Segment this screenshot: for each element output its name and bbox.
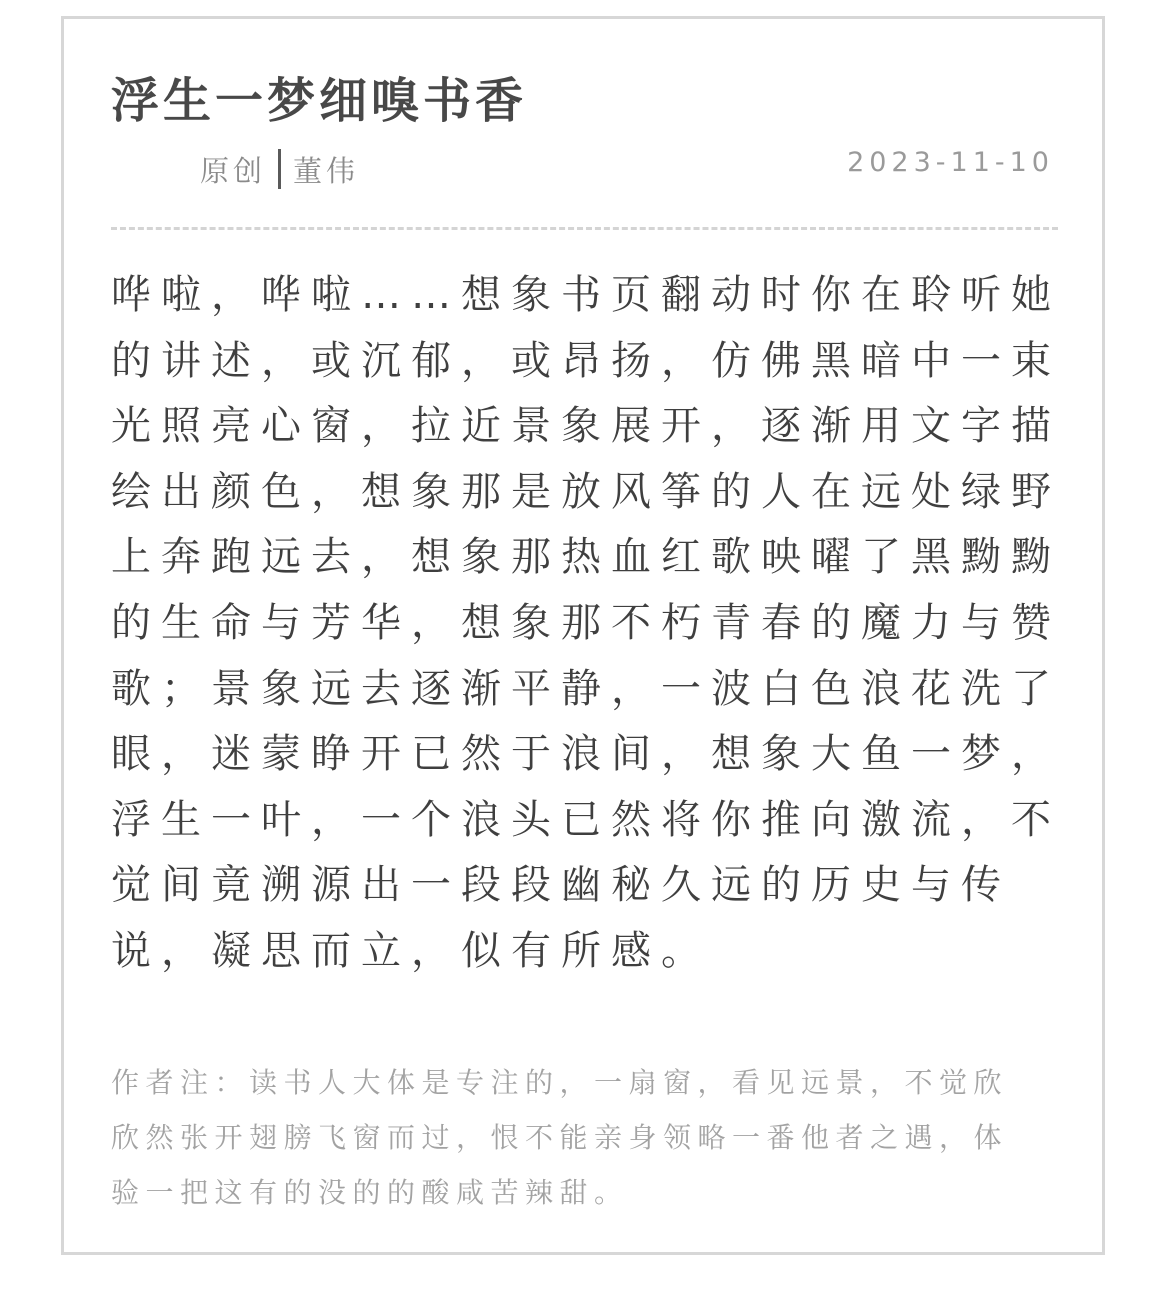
dashed-divider [111,227,1058,230]
body-line: 光照亮心窗，拉近景象展开，逐渐用文字描 [111,403,1061,450]
meta-divider [278,149,281,189]
publish-date: 2023-11-10 [847,147,1054,178]
article-card [61,16,1105,1255]
body-line: 歌；景象远去逐渐平静，一波白色浪花洗了 [111,665,1061,712]
body-line: 觉间竟溯源出一段段幽秘久远的历史与传 [111,862,1011,909]
body-line: 绘出颜色，想象那是放风筝的人在远处绿野 [111,468,1061,515]
body-line: 眼，迷蒙睁开已然于浪间，想象大鱼一梦， [111,731,1061,778]
body-line: 的讲述，或沉郁，或昂扬，仿佛黑暗中一束 [111,337,1061,384]
body-line: 说，凝思而立，似有所感。 [111,927,711,974]
author-note [111,1055,1061,1220]
note-line: 作者注：读书人大体是专注的，一扇窗，看见远景，不觉欣 [111,1066,1009,1099]
body-line: 哗啦，哗啦……想象书页翻动时你在聆听她 [111,272,1061,318]
author-name[interactable]: 董伟 [293,153,360,188]
body-line: 浮生一叶，一个浪头已然将你推向激流，不 [111,796,1061,843]
article-title: 浮生一梦细嗅书香 [111,73,528,129]
note-line: 欣然张开翅膀飞窗而过，恨不能亲身领略一番他者之遇，体 [111,1121,1009,1154]
article-body [111,263,1061,985]
original-tag: 原创 [200,153,267,188]
body-line: 的生命与芳华，想象那不朽青春的魔力与赞 [111,599,1061,646]
article-meta [200,149,359,189]
note-line: 验一把这有的没的的酸咸苦辣甜。 [111,1176,629,1209]
body-line: 上奔跑远去，想象那热血红歌映曜了黑黝黝 [111,534,1061,581]
